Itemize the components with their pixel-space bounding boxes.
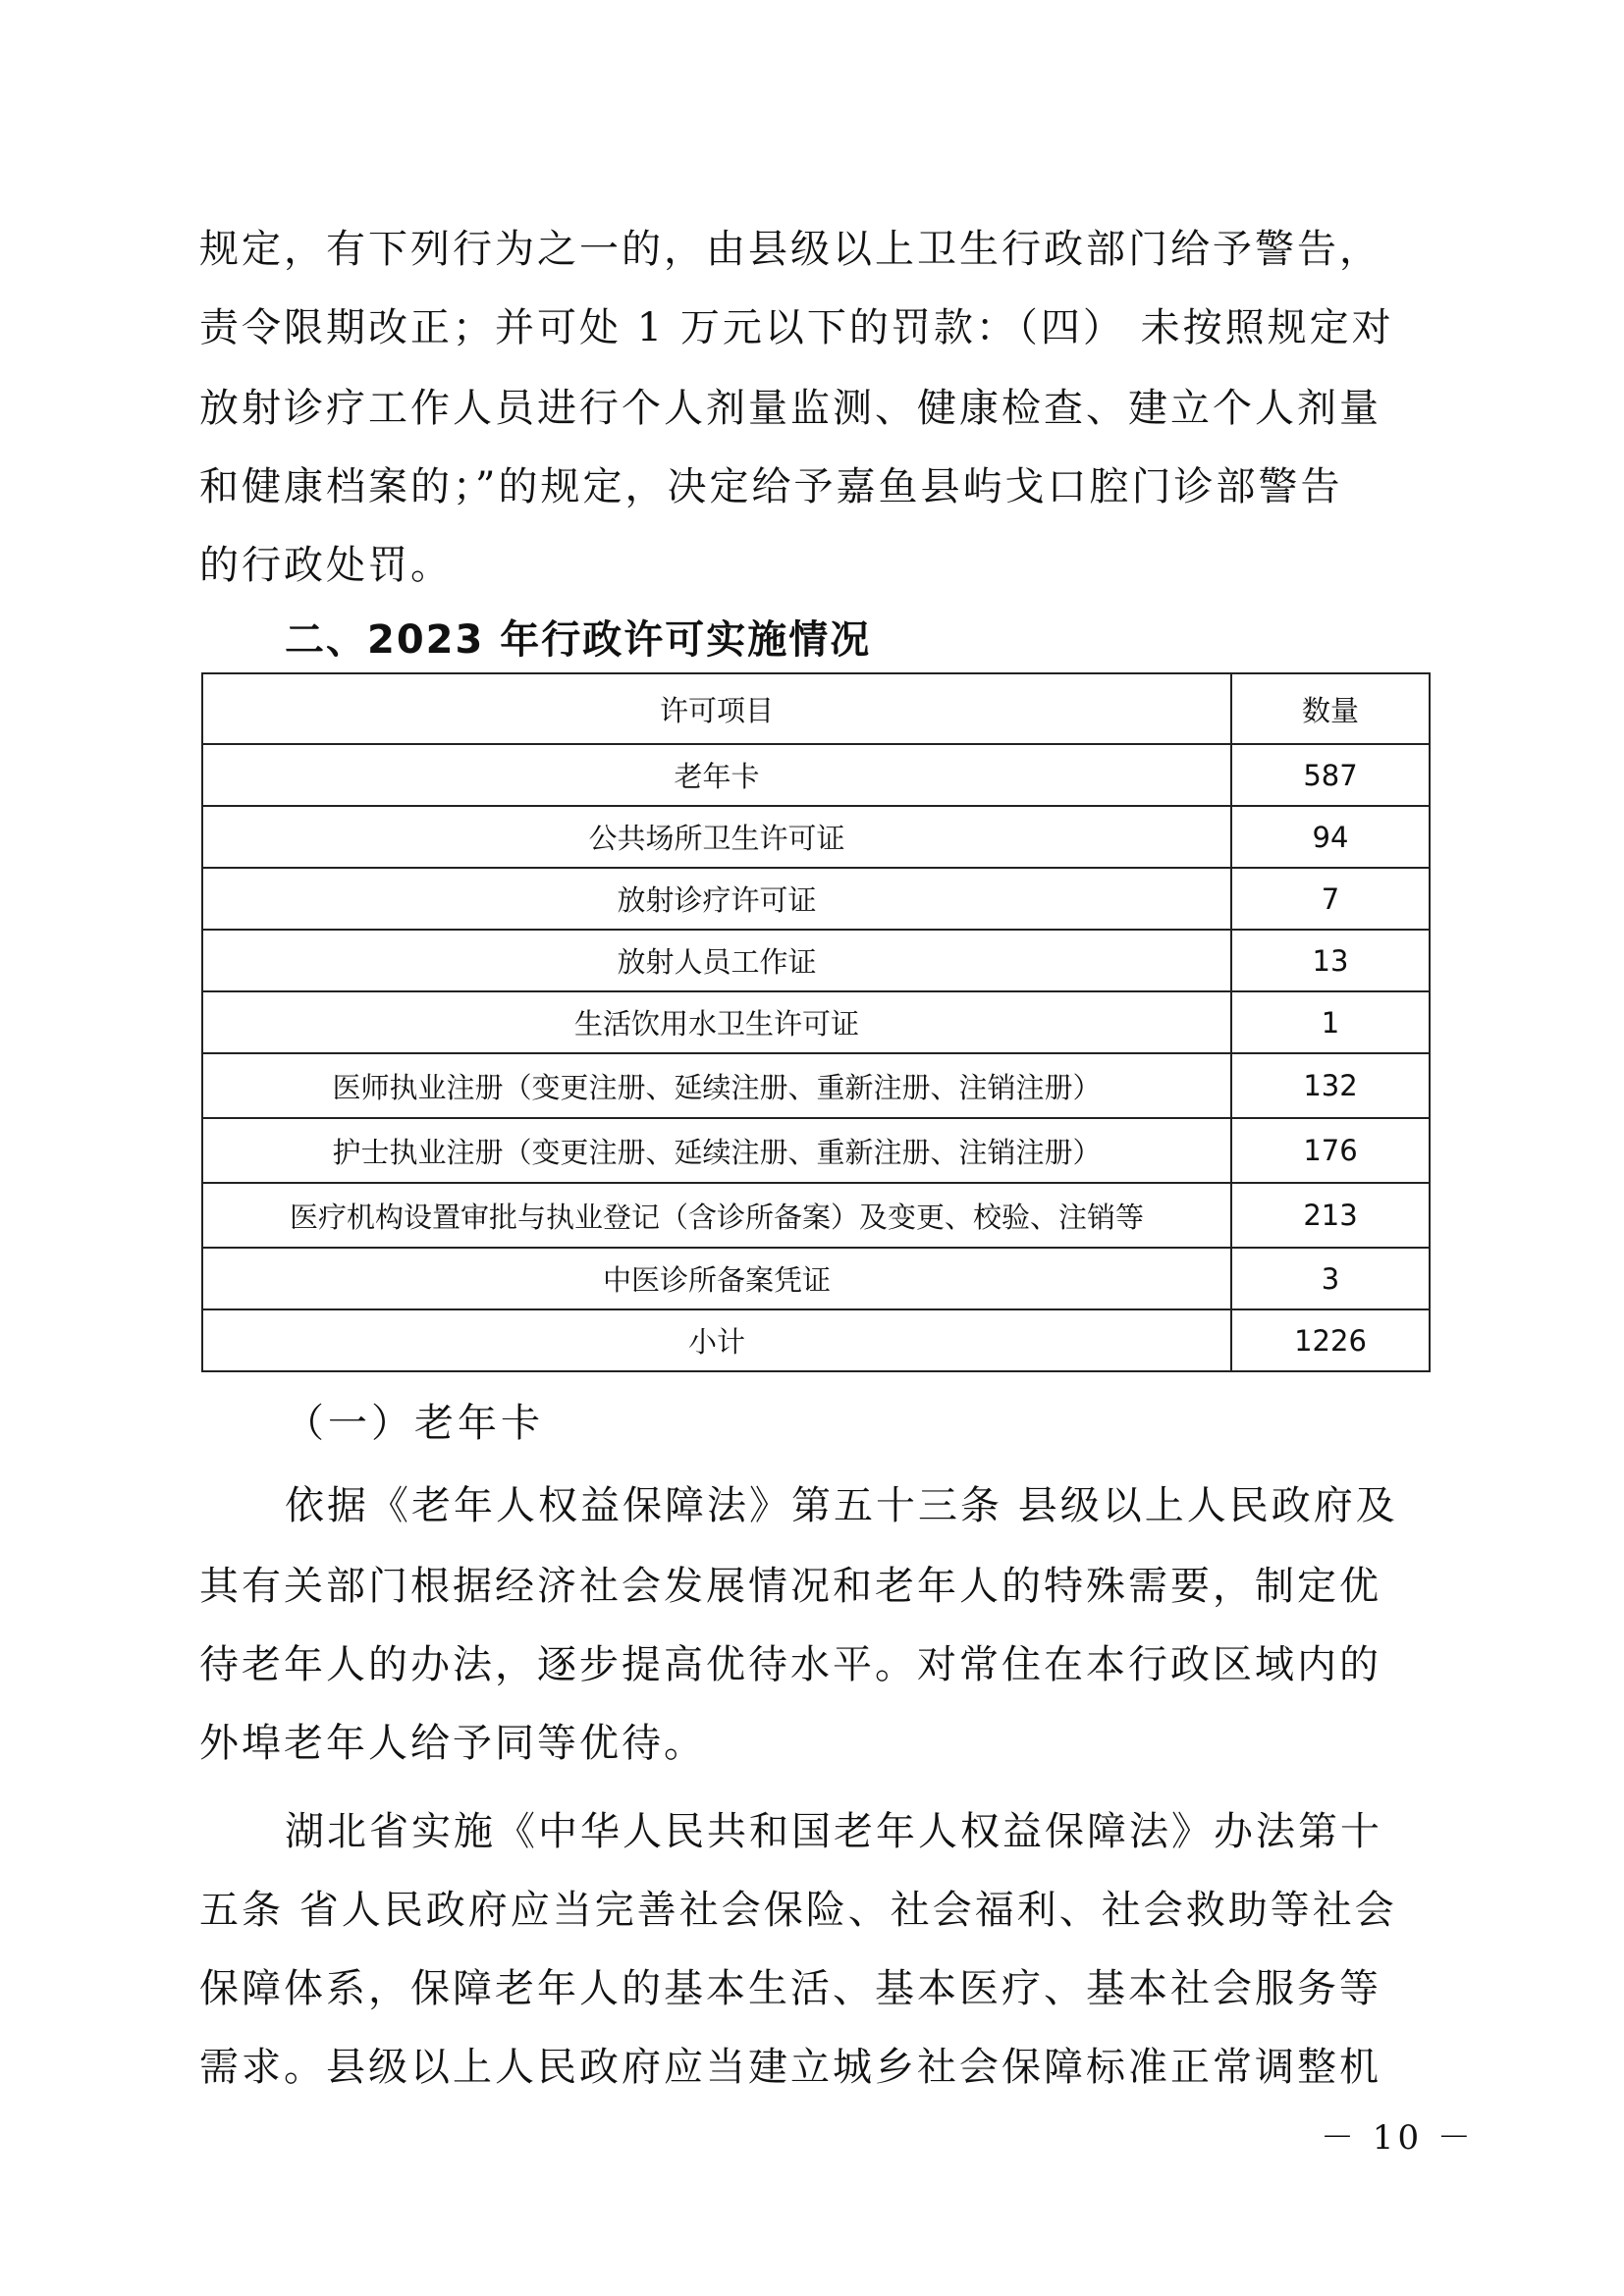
table-cell-count: 176 bbox=[1231, 1118, 1430, 1183]
table-cell-item: 中医诊所备案凭证 bbox=[202, 1248, 1231, 1309]
paragraph-2-line-3: 保障体系，保障老年人的基本生活、基本医疗、基本社会服务等 bbox=[199, 1966, 1381, 2011]
table-row bbox=[202, 991, 1430, 1053]
table-cell-item: 护士执业注册（变更注册、延续注册、重新注册、注销注册） bbox=[202, 1118, 1231, 1183]
table-cell-count: 132 bbox=[1231, 1053, 1430, 1118]
table-row bbox=[202, 930, 1430, 991]
table-cell-item: 医师执业注册（变更注册、延续注册、重新注册、注销注册） bbox=[202, 1053, 1231, 1118]
subsection-heading: （一）老年卡 bbox=[285, 1401, 544, 1446]
table-header-item: 许可项目 bbox=[202, 673, 1231, 744]
table-row bbox=[202, 1248, 1430, 1309]
table-cell-count: 1226 bbox=[1231, 1309, 1430, 1371]
table-cell-item: 医疗机构设置审批与执业登记（含诊所备案）及变更、校验、注销等 bbox=[202, 1183, 1231, 1248]
intro-line-1: 规定，有下列行为之一的，由县级以上卫生行政部门给予警告， bbox=[199, 227, 1381, 272]
table-row bbox=[202, 1053, 1430, 1118]
table-cell-count: 213 bbox=[1231, 1183, 1430, 1248]
paragraph-2-line-1: 湖北省实施《中华人民共和国老年人权益保障法》办法第十 bbox=[285, 1809, 1382, 1854]
intro-line-5: 的行政处罚。 bbox=[199, 543, 453, 588]
paragraph-2-line-4: 需求。县级以上人民政府应当建立城乡社会保障标准正常调整机 bbox=[199, 2045, 1381, 2090]
table-row bbox=[202, 744, 1430, 806]
paragraph-2-line-2: 五条 省人民政府应当完善社会保险、社会福利、社会救助等社会 bbox=[199, 1888, 1397, 1933]
table-row bbox=[202, 1183, 1430, 1248]
table-cell-count: 3 bbox=[1231, 1248, 1430, 1309]
section-heading: 二、2023 年行政许可实施情况 bbox=[285, 617, 872, 663]
page-number: － 10 － bbox=[1321, 2118, 1475, 2158]
table-cell-count: 1 bbox=[1231, 991, 1430, 1053]
intro-line-2: 责令限期改正；并可处 1 万元以下的罚款：（四） 未按照规定对 bbox=[199, 305, 1394, 350]
table-cell-item: 公共场所卫生许可证 bbox=[202, 806, 1231, 868]
table-row bbox=[202, 806, 1430, 868]
table-cell-count: 7 bbox=[1231, 868, 1430, 930]
table-cell-item: 老年卡 bbox=[202, 744, 1231, 806]
table-header-row bbox=[202, 673, 1430, 744]
table-header-count: 数量 bbox=[1231, 673, 1430, 744]
permit-table bbox=[201, 672, 1431, 1372]
table-cell-count: 13 bbox=[1231, 930, 1430, 991]
intro-line-3: 放射诊疗工作人员进行个人剂量监测、健康检查、建立个人剂量 bbox=[199, 386, 1381, 431]
paragraph-1-line-2: 其有关部门根据经济社会发展情况和老年人的特殊需要，制定优 bbox=[199, 1564, 1381, 1609]
table-row bbox=[202, 868, 1430, 930]
paragraph-1-line-4: 外埠老年人给予同等优待。 bbox=[199, 1721, 706, 1766]
paragraph-1-line-3: 待老年人的办法，逐步提高优待水平。对常住在本行政区域内的 bbox=[199, 1642, 1381, 1687]
table-cell-item: 放射人员工作证 bbox=[202, 930, 1231, 991]
table-total-row bbox=[202, 1309, 1430, 1371]
table-cell-count: 587 bbox=[1231, 744, 1430, 806]
table-cell-item: 生活饮用水卫生许可证 bbox=[202, 991, 1231, 1053]
paragraph-1-line-1: 依据《老年人权益保障法》第五十三条 县级以上人民政府及 bbox=[285, 1483, 1398, 1528]
table-cell-item: 小计 bbox=[202, 1309, 1231, 1371]
table-cell-item: 放射诊疗许可证 bbox=[202, 868, 1231, 930]
table-cell-count: 94 bbox=[1231, 806, 1430, 868]
intro-line-4: 和健康档案的；”的规定，决定给予嘉鱼县屿戈口腔门诊部警告 bbox=[199, 464, 1343, 509]
table-row bbox=[202, 1118, 1430, 1183]
